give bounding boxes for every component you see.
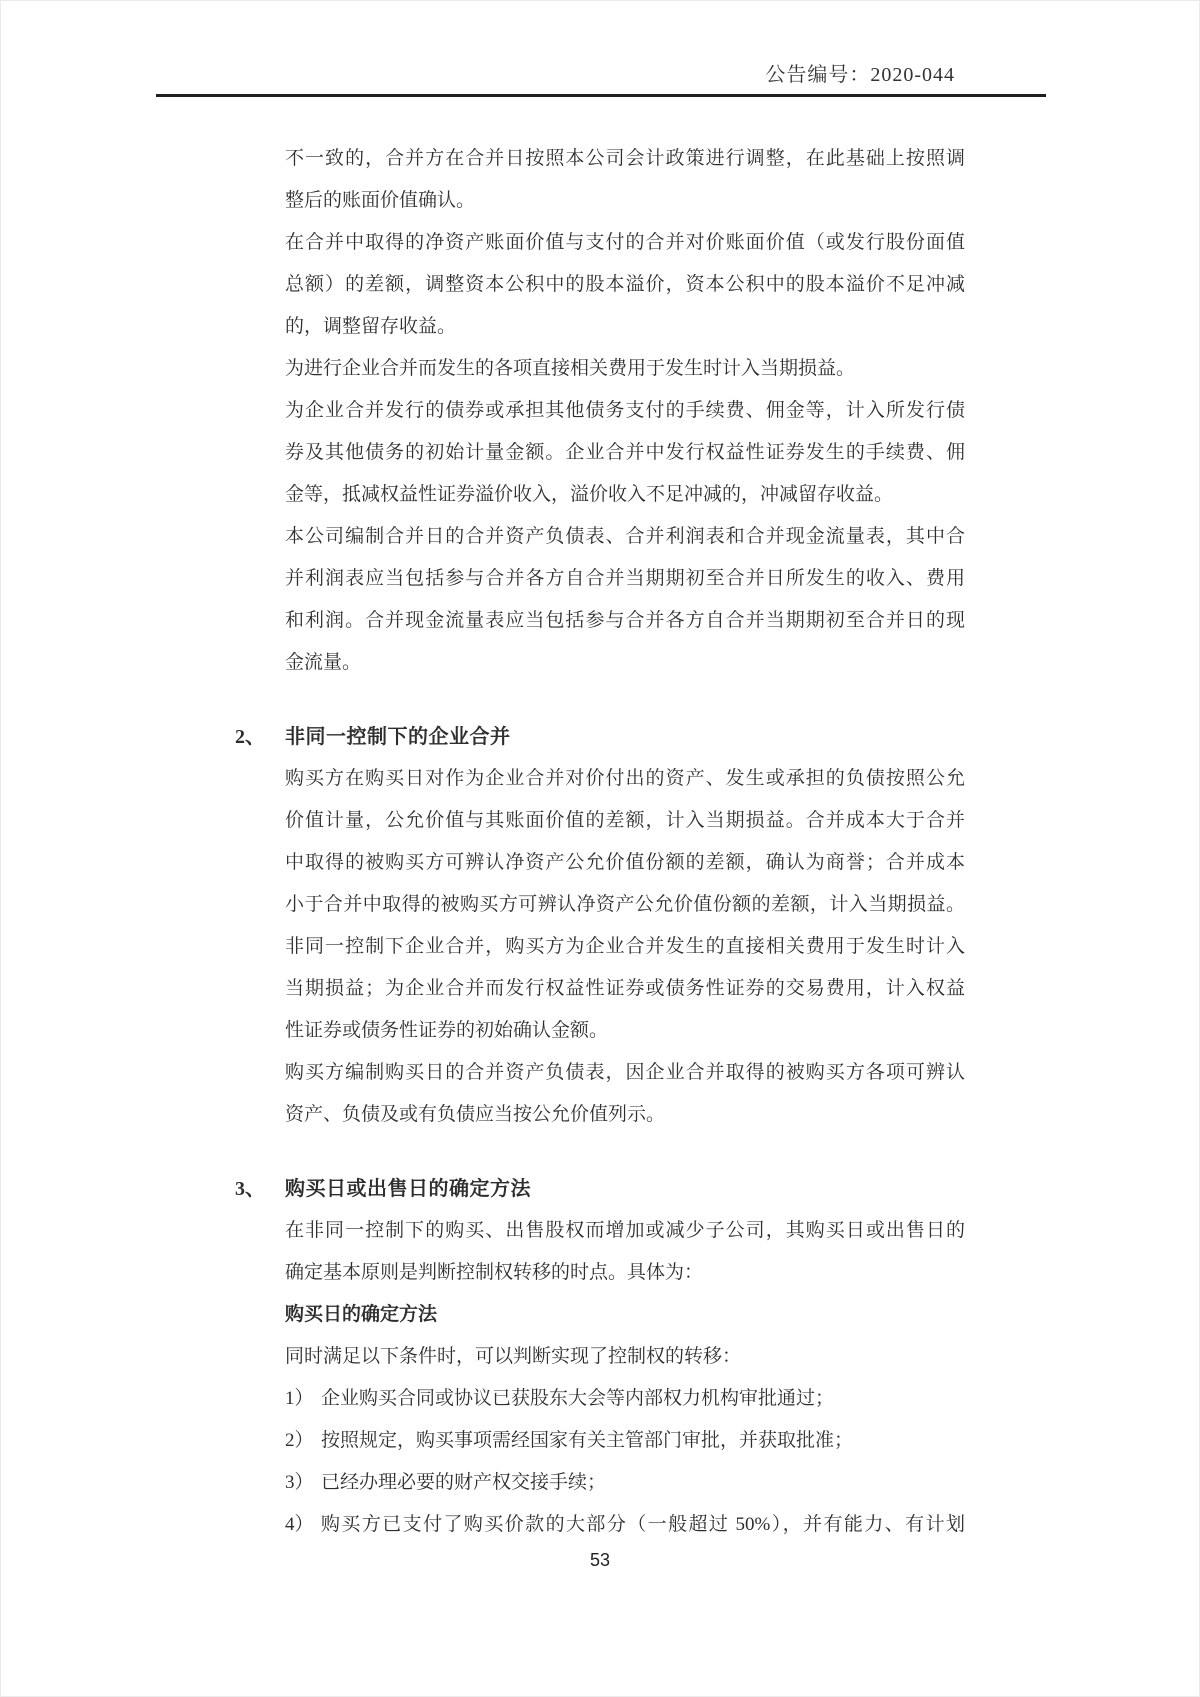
section-number: 3、 [235,1178,265,1200]
text-line: 小于合并中取得的被购买方可辨认净资产公允价值份额的差额，计入当期损益。 [285,894,965,915]
text-line: 同时满足以下条件时，可以判断实现了控制权的转移： [285,1346,742,1367]
list-item-3 [285,1462,965,1504]
section-title: 非同一控制下的企业合并 [285,726,511,748]
paragraph [285,758,965,1052]
page-number: 53 [589,1550,611,1570]
header-rule [156,94,1046,97]
text-line: 总额）的差额，调整资本公积中的股本溢价，资本公积中的股本溢价不足冲减 [285,274,965,295]
text-line: 为进行企业合并而发生的各项直接相关费用于发生时计入当期损益。 [285,358,856,379]
text-line: 当期损益；为企业合并而发行权益性证券或债务性证券的交易费用，计入权益 [285,978,965,999]
text-line: 和利润。合并现金流量表应当包括参与合并各方自合并当期期初至合并日的现 [285,610,965,631]
paragraph [285,348,965,390]
list-number: 2） [285,1430,314,1451]
text-line: 并利润表应当包括参与合并各方自合并当期期初至合并日所发生的收入、费用 [285,568,965,589]
notice-number: 公告编号：2020-044 [765,64,955,86]
list-text: 按照规定，购买事项需经国家有关主管部门审批，并获取批准； [321,1430,854,1451]
subsection-heading: 购买日的确定方法 [285,1304,438,1325]
list-text: 已经办理必要的财产权交接手续； [321,1472,607,1493]
text-line: 在合并中取得的净资产账面价值与支付的合并对价账面价值（或发行股份面值 [285,232,965,253]
text-line: 确定基本原则是判断控制权转移的时点。具体为： [285,1262,704,1283]
text-line: 在非同一控制下的购买、出售股权而增加或减少子公司，其购买日或出售日的 [285,1220,965,1241]
text-line: 购买方在购买日对作为企业合并对价付出的资产、发生或承担的负债按照公允 [285,768,965,789]
text-line: 价值计量，公允价值与其账面价值的差额，计入当期损益。合并成本大于合并 [285,810,965,831]
text-line: 为企业合并发行的债券或承担其他债务支付的手续费、佣金等，计入所发行债 [285,400,965,421]
section-2-heading [235,716,965,758]
text-line: 非同一控制下企业合并，购买方为企业合并发生的直接相关费用于发生时计入 [285,936,965,957]
paragraph [285,516,965,684]
text-line: 整后的账面价值确认。 [285,190,476,211]
list-text: 企业购买合同或协议已获股东大会等内部权力机构审批通过； [321,1388,835,1409]
text-line: 不一致的，合并方在合并日按照本公司会计政策进行调整，在此基础上按照调 [285,148,965,169]
section-number: 2、 [235,726,265,748]
paragraph [285,390,965,516]
list-item-2 [285,1420,965,1462]
page-header [156,58,955,87]
text-line: 本公司编制合并日的合并资产负债表、合并利润表和合并现金流量表，其中合 [285,526,965,547]
text-line: 金流量。 [285,652,362,673]
text-line: 性证券或债务性证券的初始确认金额。 [285,1020,609,1041]
list-number: 4） [285,1514,314,1535]
paragraph [285,1336,965,1378]
section-3-heading [235,1168,965,1210]
list-item-4 [285,1504,965,1546]
list-text: 购买方已支付了购买价款的大部分（一般超过 50%），并有能力、有计划 [321,1514,965,1535]
paragraph [285,1210,965,1294]
paragraph [285,138,965,222]
text-line: 购买方编制购买日的合并资产负债表，因企业合并取得的被购买方各项可辨认 [285,1062,965,1083]
list-number: 3） [285,1472,314,1493]
document-body [235,138,965,1546]
paragraph [285,1052,965,1136]
text-line: 金等，抵减权益性证券溢价收入，溢价收入不足冲减的，冲减留存收益。 [285,484,894,505]
page-footer [0,1550,1200,1571]
list-item-1 [285,1378,965,1420]
text-line: 中取得的被购买方可辨认净资产公允价值份额的差额，确认为商誉；合并成本 [285,852,965,873]
list-number: 1） [285,1388,314,1409]
text-line: 资产、负债及或有负债应当按公允价值列示。 [285,1104,666,1125]
text-line: 的，调整留存收益。 [285,316,457,337]
paragraph [285,222,965,348]
text-line: 券及其他债务的初始计量金额。企业合并中发行权益性证券发生的手续费、佣 [285,442,965,463]
section-title: 购买日或出售日的确定方法 [285,1178,531,1200]
